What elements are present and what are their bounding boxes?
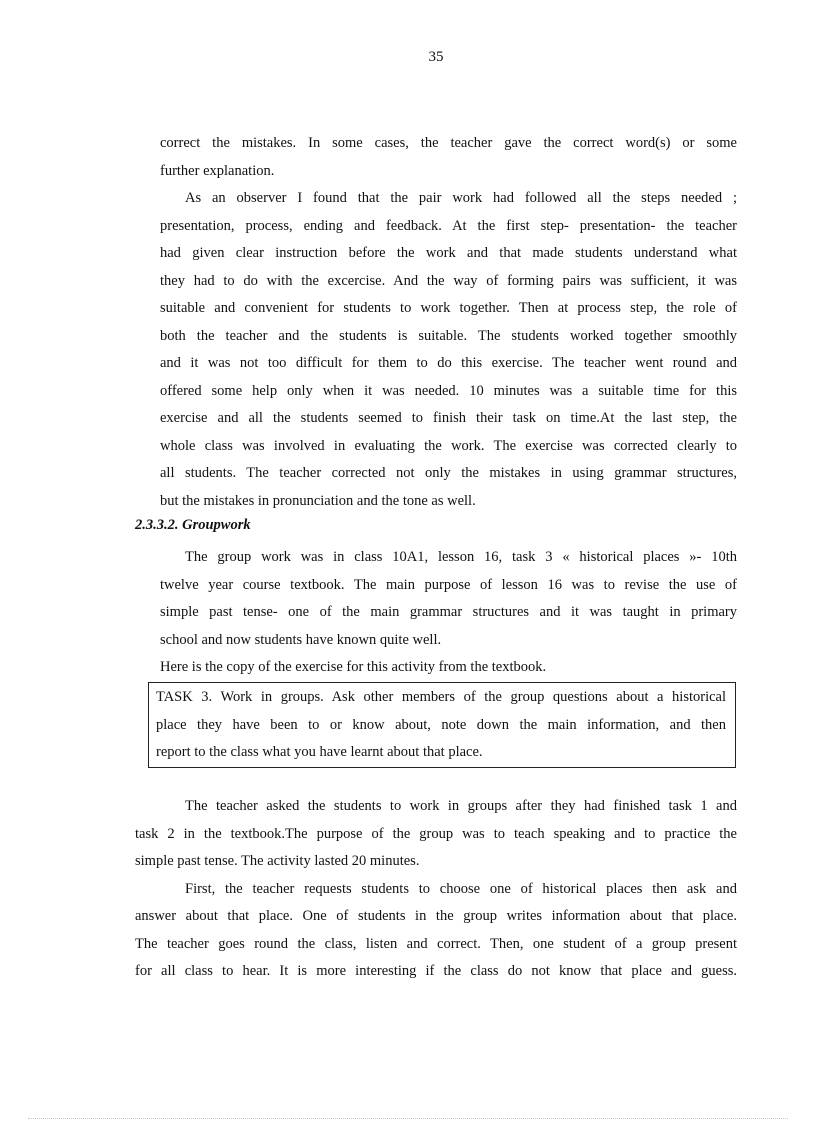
text-line: The teacher goes round the class, listen and correct. Then, one student of a group present	[135, 935, 737, 952]
text-line: answer about that place. One of students in the group writes information about that place.	[135, 908, 737, 924]
task-line: TASK 3. Work in groups. Ask other members of the group questions about a historical	[156, 689, 726, 705]
task-line: place they have been to or know about, note down the main information, and then	[156, 716, 726, 733]
text-line: further explanation.	[160, 162, 275, 179]
task-box	[148, 682, 736, 768]
text-line: had given clear instruction before the work and that made students understand what	[160, 245, 737, 261]
text-line: both the teacher and the students is suitable. The students worked together smoothly	[160, 327, 737, 344]
text-line: twelve year course textbook. The main purpose of lesson 16 was to revise the use of	[160, 576, 737, 593]
text-line: First, the teacher requests students to choose one of historical places then ask and	[185, 880, 737, 897]
task-line: report to the class what you have learnt about that place.	[156, 744, 483, 760]
text-line: correct the mistakes. In some cases, the teacher gave the correct word(s) or some	[160, 135, 737, 151]
section-heading: 2.3.3.2. Groupwork	[135, 517, 251, 533]
text-line: task 2 in the textbook.The purpose of the group was to teach speaking and to practice the	[135, 825, 737, 842]
text-line: for all class to hear. It is more interesting if the class do not know that place and guess.	[135, 963, 737, 979]
text-line: The teacher asked the students to work in groups after they had finished task 1 and	[185, 798, 737, 814]
text-line: all students. The teacher corrected not only the mistakes in using grammar structures,	[160, 465, 737, 481]
page-bottom-rule	[28, 1118, 788, 1119]
text-line: offered some help only when it was needed. 10 minutes was a suitable time for this	[160, 382, 737, 399]
paragraph-groupwork-procedure	[135, 793, 737, 986]
paragraph-pairwork-evaluation	[160, 130, 737, 515]
text-line: exercise and all the students seemed to finish their task on time.At the last step, the	[160, 410, 737, 426]
text-line: Here is the copy of the exercise for this activity from the textbook.	[160, 659, 547, 675]
text-line: school and now students have known quite well.	[160, 631, 442, 648]
paragraph-groupwork-intro	[160, 544, 737, 682]
text-line: they had to do with the excercise. And the way of forming pairs was sufficient, it was	[160, 272, 737, 289]
text-line: The group work was in class 10A1, lesson 16, task 3 « historical places »- 10th	[185, 549, 737, 565]
text-line: suitable and convenient for students to work together. Then at process step, the role of	[160, 300, 737, 316]
text-line: and it was not too difficult for them to do this exercise. The teacher went round and	[160, 355, 737, 371]
text-line: but the mistakes in pronunciation and the tone as well.	[160, 492, 476, 509]
text-line: simple past tense- one of the main grammar structures and it was taught in primary	[160, 604, 737, 620]
text-line: presentation, process, ending and feedback. At the first step- presentation- the teacher	[160, 217, 737, 234]
text-line: simple past tense. The activity lasted 20 minutes.	[135, 853, 420, 869]
page-number: 35	[428, 49, 444, 65]
text-line: As an observer I found that the pair work had followed all the steps needed ;	[185, 190, 737, 206]
text-line: whole class was involved in evaluating the work. The exercise was corrected clearly to	[160, 437, 737, 454]
